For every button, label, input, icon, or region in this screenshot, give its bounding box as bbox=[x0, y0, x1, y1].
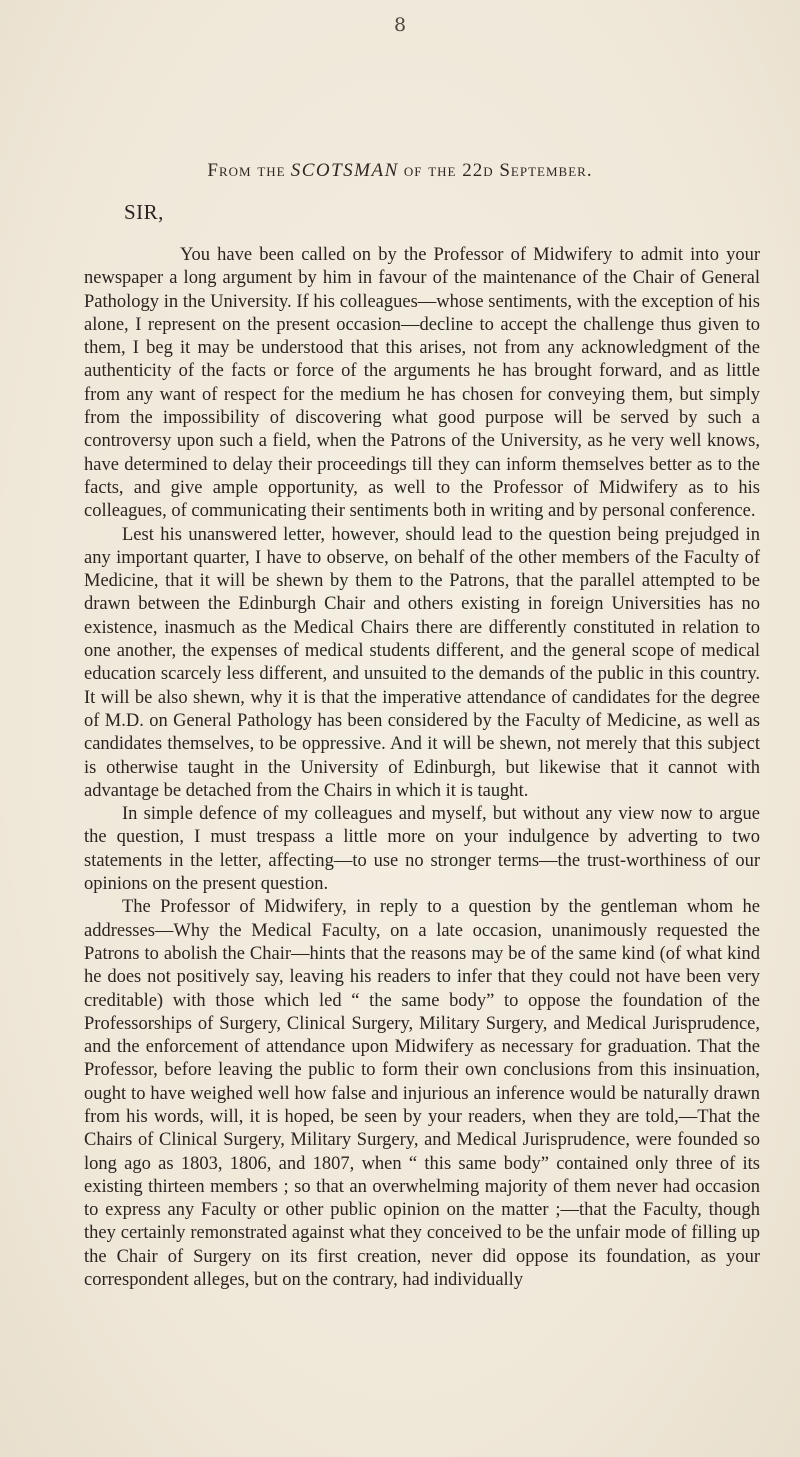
paragraph: Lest his unanswered letter, however, should lead to the question being prejudged in any important quarter, I have to observe, on behalf of the other members of the Faculty of Medicine, that it will be shewn by them to the Patrons, that the parallel attempted to be drawn between the Edinburgh Chair and others existing in foreign Universities has no existence, inasmuch as the Medical Chairs there are differently constituted in relation to one another, the expenses of medical students different, and the general scope of medical education scarcely less different, and unsuited to the demands of the public in this country. It will be also shewn, why it is that the imperative attendance of candidates for the degree of M.D. on General Pathology has been considered by the Faculty of Medicine, as well as candidates themselves, to be oppressive. And it will be shewn, not merely that this subject is otherwise taught in the University of Edinburgh, but likewise that it cannot with advantage be detached from the Chairs in which it is taught. bbox=[84, 524, 760, 801]
paragraph: You have been called on by the Professor of Midwifery to admit into your newspaper a long argument by him in favour of the maintenance of the Chair of General Pathology in the University. If his colleagues—whose sentiments, with the exception of his alone, I represent on the present occasion—decline to accept the challenge thus given to them, I beg it may be understood that this arises, not from any acknowledgment of the authenticity of the facts or force of the arguments he has brought forward, and as little from any want of respect for the medium he has chosen for conveying them, but simply from the impossibility of discovering what good purpose will be served by such a controversy upon such a field, when the Patrons of the University, as he very well knows, have determined to delay their proceedings till they can inform themselves better as to the facts, and give ample opportunity, as well to the Professor of Midwifery as to his colleagues, of communicating their sentiments both in writing and by personal conference. bbox=[84, 245, 760, 522]
letter-body bbox=[84, 244, 760, 1292]
page-number: 8 bbox=[393, 14, 407, 36]
heading-prefix: From the bbox=[207, 160, 286, 181]
newspaper-name: SCOTSMAN bbox=[290, 160, 399, 181]
paragraph: The Professor of Midwifery, in reply to a question by the gentleman whom he addresses—Why the Medical Faculty, on a late occasion, unanimously requested the Patrons to abolish the Chair—hints that the reasons may be of the same kind (of what kind he does not positively say, leaving his readers to infer that they could not have been very creditable) with those which led “ the same body” to oppose the foundation of the Professorships of Surgery, Clinical Surgery, Military Surgery, and Medical Jurisprudence, and the enforcement of attendance upon Midwifery as necessary for graduation. That the Professor, before leaving the public to form their own conclusions from this insinuation, ought to have weighed well how false and injurious an inference would be naturally drawn from his words, will, it is hoped, be seen by your readers, when they are told,—That the Chairs of Clinical Surgery, Military Surgery, and Medical Jurisprudence, were founded so long ago as 1803, 1806, and 1807, when “ this same body” contained only three of its existing thirteen members ; so that an overwhelming majority of them never had occasion to express any Faculty or other public opinion on the matter ;—that the Faculty, though they certainly remonstrated against what they conceived to be the unfair mode of filling up the Chair of Surgery on its first creation, never did oppose its foundation, as your correspondent alleges, but on the contrary, had individually bbox=[84, 897, 760, 1291]
salutation: SIR, bbox=[124, 200, 164, 224]
paragraph: In simple defence of my colleagues and myself, but without any view now to argue the question, I must trespass a little more on your indulgence by adverting to two statements in the letter, affecting—to use no stronger terms—the trust-worthiness of our opinions on the present question. bbox=[84, 804, 760, 895]
letter-heading bbox=[0, 160, 800, 182]
heading-suffix: of the 22d September. bbox=[403, 160, 593, 181]
